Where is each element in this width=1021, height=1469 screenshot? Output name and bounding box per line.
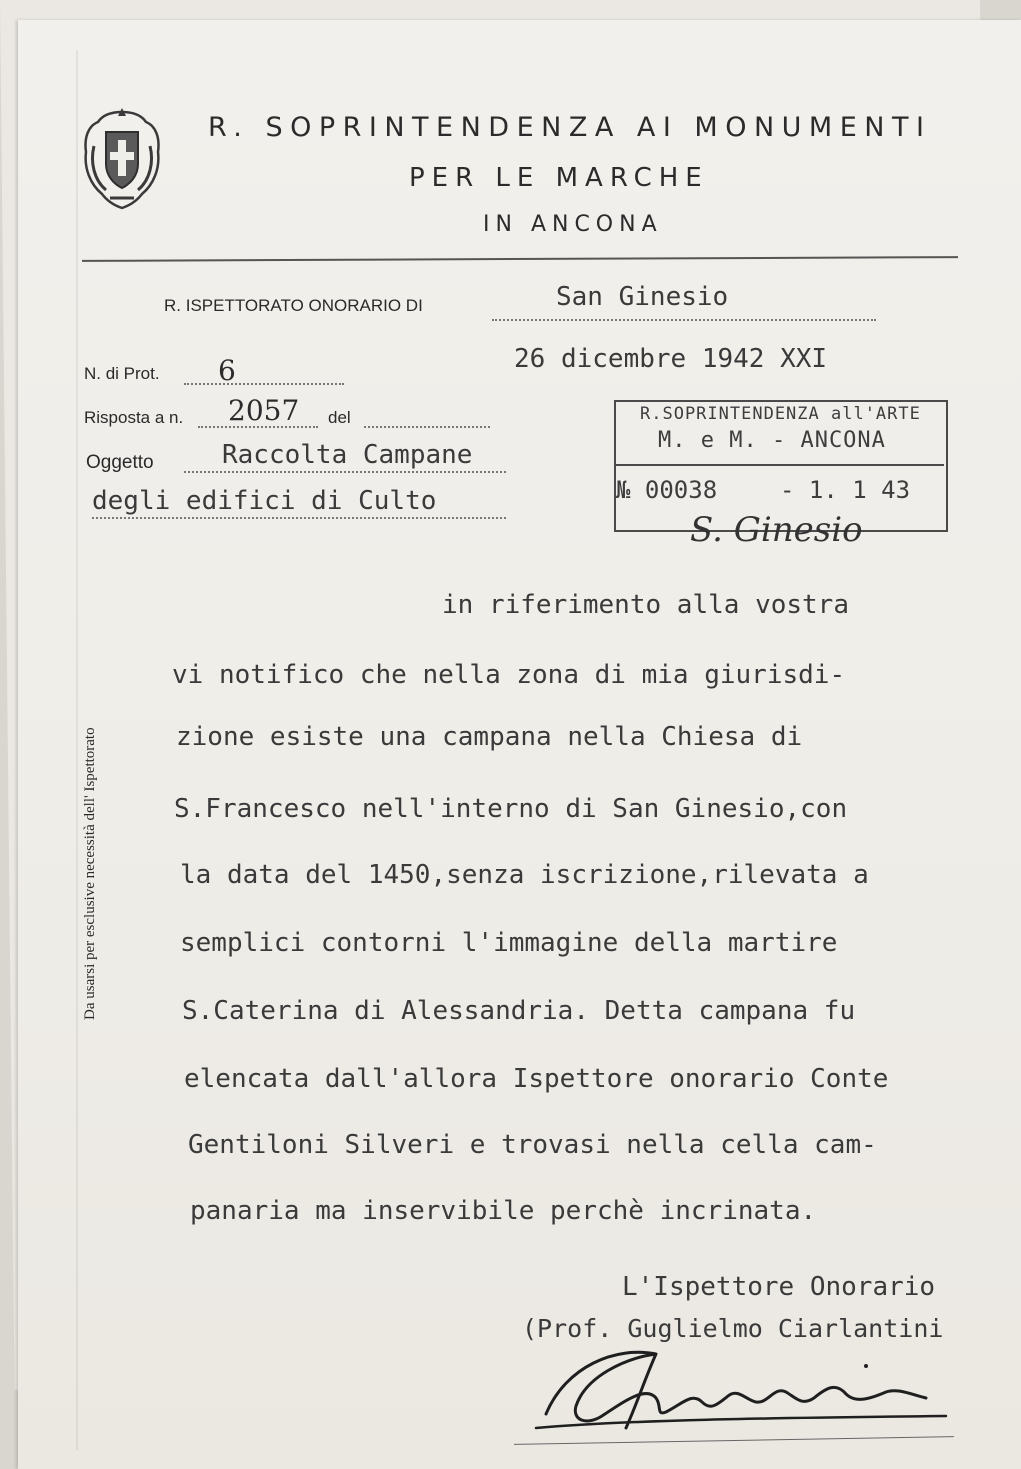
stamp-number: № 00038 [616, 476, 718, 504]
stamp-date: - 1. 1 43 [780, 476, 911, 504]
letterhead-line3: IN ANCONA [483, 212, 663, 237]
coat-of-arms-emblem [80, 106, 164, 212]
body-line3: zione esiste una campana nella Chiesa di [176, 722, 803, 752]
signature-title: L'Ispettore Onorario [622, 1272, 936, 1302]
side-note: Da usarsi per esclusive necessità dell' Ispettorato [82, 727, 98, 1020]
body-line10: panaria ma inservibile perchè incrinata. [190, 1196, 817, 1226]
letterhead-line2: PER LE MARCHE [409, 163, 709, 193]
body-line9: Gentiloni Silveri e trovasi nella cella cam- [188, 1130, 877, 1160]
body-line7: S.Caterina di Alessandria. Detta campana fu [182, 996, 856, 1026]
stamp-line1: R.SOPRINTENDENZA all'ARTE [640, 404, 921, 424]
body-line1: in riferimento alla vostra [442, 590, 849, 620]
body-line5: la data del 1450,senza iscrizione,rilevata a [180, 860, 869, 890]
protocol-label: N. di Prot. [84, 364, 160, 383]
protocol-dotted-line [184, 383, 344, 385]
page-fold [76, 50, 78, 1450]
subject-label: Oggetto [86, 452, 154, 473]
body-line8: elencata dall'allora Ispettore onorario Conte [184, 1064, 889, 1094]
reply-del-dotted-line [364, 426, 490, 428]
body-line6: semplici contorni l'immagine della martire [180, 928, 838, 958]
inspectorate-value: San Ginesio [556, 282, 729, 312]
signature-name: (Prof. Guglielmo Ciarlantini [522, 1314, 944, 1343]
stamp-divider [614, 464, 944, 466]
reply-label: Risposta a n. [84, 408, 184, 427]
subject-dotted-line [184, 471, 506, 473]
reply-del-label: del [328, 408, 351, 427]
header-rule [82, 256, 958, 262]
stamp-line2: M. e M. - ANCONA [658, 428, 886, 453]
inspectorate-label: R. ISPETTORATO ONORARIO DI [164, 296, 423, 315]
handwritten-signature [506, 1336, 956, 1446]
body-line4: S.Francesco nell'interno di San Ginesio,con [174, 794, 848, 824]
inspectorate-dotted-line [492, 319, 876, 321]
letterhead-line1: R. SOPRINTENDENZA AI MONUMENTI [208, 112, 932, 143]
reply-value: 2057 [228, 394, 300, 427]
subject-line1: Raccolta Campane [222, 440, 473, 470]
stamp-handwritten: S. Ginesio [690, 510, 863, 550]
protocol-value: 6 [218, 354, 236, 387]
registration-stamp [610, 398, 948, 558]
subject-line2: degli edifici di Culto [92, 486, 437, 516]
subject-dotted-line2 [92, 517, 506, 519]
protocol-date: 26 dicembre 1942 XXI [514, 344, 828, 374]
body-line2: vi notifico che nella zona di mia giurisdi- [172, 660, 846, 690]
letter-page [18, 20, 1021, 1469]
